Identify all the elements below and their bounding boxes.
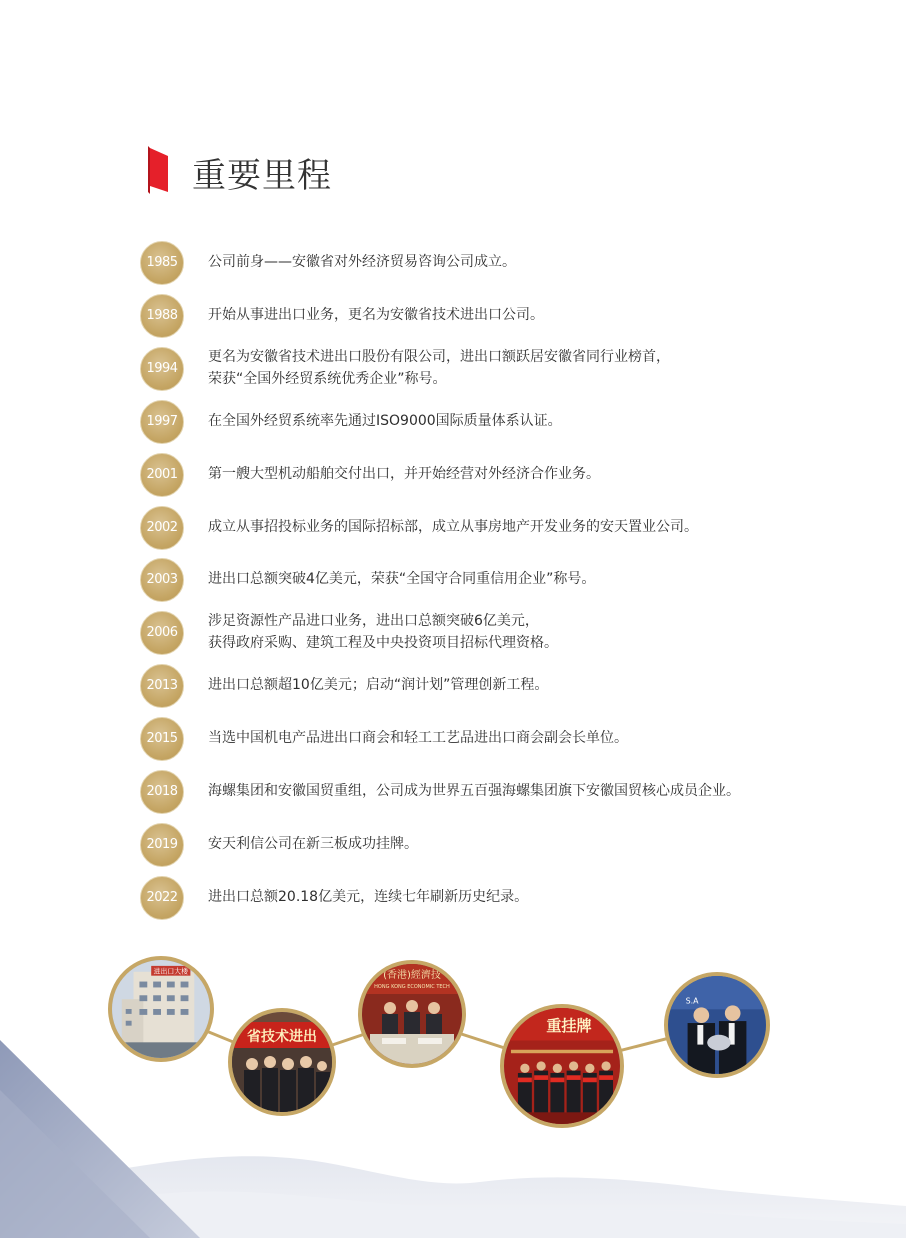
milestone-description-line: 开始从事进出口业务，更名为安徽省技术进出口公司。 — [208, 306, 544, 323]
milestone-year-badge: 1994 — [140, 347, 184, 391]
photo-signing — [358, 960, 466, 1068]
milestone-description-line: 安天利信公司在新三板成功挂牌。 — [208, 835, 418, 852]
milestone-description-line: 当选中国机电产品进出口商会和轻工工艺品进出口商会副会长单位。 — [208, 730, 628, 747]
milestone-year-badge: 2018 — [140, 770, 184, 814]
milestone-item — [140, 400, 860, 444]
milestone-description — [208, 558, 595, 600]
milestone-description — [208, 717, 628, 759]
milestone-item — [140, 294, 860, 338]
milestone-item — [140, 876, 860, 920]
milestone-item — [140, 717, 860, 761]
milestone-description — [208, 241, 516, 283]
milestone-item — [140, 506, 860, 550]
milestone-item — [140, 611, 860, 655]
milestone-description-line: 荣获“全国外经贸系统优秀企业”称号。 — [208, 370, 447, 387]
milestone-year-badge: 2013 — [140, 664, 184, 708]
photo-group-1-banner: 省技术进出 — [247, 1029, 317, 1045]
milestone-item — [140, 770, 860, 814]
photo-award — [664, 972, 770, 1078]
milestone-description-line: 涉足资源性产品进口业务，进出口总额突破6亿美元， — [208, 613, 539, 630]
milestone-year-badge: 1988 — [140, 294, 184, 338]
milestone-description-line: 进出口总额20.18亿美元，连续七年刷新历史纪录。 — [208, 888, 529, 905]
milestone-description — [208, 823, 418, 865]
milestone-description-line: 进出口总额突破4亿美元，荣获“全国守合同重信用企业”称号。 — [208, 571, 596, 588]
milestone-year-badge: 2001 — [140, 453, 184, 497]
milestone-description-line: 成立从事招投标业务的国际招标部，成立从事房地产开发业务的安天置业公司。 — [208, 518, 698, 535]
milestone-description-line: 公司前身——安徽省对外经济贸易咨询公司成立。 — [208, 254, 516, 270]
milestone-item — [140, 347, 860, 391]
milestone-description-line: 获得政府采购、建筑工程及中央投资项目招标代理资格。 — [208, 635, 558, 652]
milestone-description — [208, 770, 740, 812]
milestone-year-badge: 2019 — [140, 823, 184, 867]
milestone-item — [140, 453, 860, 497]
photo-listing-sign: 重挂牌 — [546, 1017, 592, 1036]
milestone-description — [208, 294, 544, 336]
milestone-description — [208, 347, 670, 389]
milestone-description — [208, 611, 558, 653]
milestone-description — [208, 506, 698, 548]
milestone-description-line: 在全国外经贸系统率先通过ISO9000国际质量体系认证。 — [208, 412, 562, 429]
milestone-description-line: 更名为安徽省技术进出口股份有限公司，进出口额跃居安徽省同行业榜首， — [208, 348, 670, 365]
milestone-description — [208, 453, 600, 495]
milestone-year-badge: 2022 — [140, 876, 184, 920]
milestone-description — [208, 876, 528, 918]
photo-building-sign: 进出口大楼 — [153, 967, 188, 976]
milestone-description-line: 进出口总额超10亿美元；启动“润计划”管理创新工程。 — [208, 677, 549, 694]
photo-award-sign: S.A — [685, 996, 699, 1006]
photo-signing-sign: (香港)經濟技 — [383, 970, 441, 981]
photo-signing-sign-en: HONG KONG ECONOMIC TECH — [374, 984, 450, 990]
photo-strip — [0, 940, 906, 1140]
milestone-item — [140, 664, 860, 708]
photo-listing — [500, 1004, 624, 1128]
milestone-year-badge: 1985 — [140, 241, 184, 285]
milestone-item — [140, 558, 860, 602]
milestone-description — [208, 664, 548, 706]
milestone-description — [208, 400, 562, 442]
milestone-year-badge: 2002 — [140, 506, 184, 550]
page-title: 重要里程 — [192, 156, 332, 196]
photo-group-1 — [228, 1008, 336, 1116]
milestone-year-badge: 2003 — [140, 558, 184, 602]
red-flag-icon — [146, 146, 176, 194]
milestone-description-line: 第一艘大型机动船舶交付出口，并开始经营对外经济合作业务。 — [208, 465, 600, 482]
milestone-description-line: 海螺集团和安徽国贸重组，公司成为世界五百强海螺集团旗下安徽国贸核心成员企业。 — [208, 783, 740, 799]
milestone-item — [140, 241, 860, 285]
milestone-item — [140, 823, 860, 867]
milestone-year-badge: 1997 — [140, 400, 184, 444]
milestone-year-badge: 2015 — [140, 717, 184, 761]
milestone-year-badge: 2006 — [140, 611, 184, 655]
photo-building — [108, 956, 214, 1062]
